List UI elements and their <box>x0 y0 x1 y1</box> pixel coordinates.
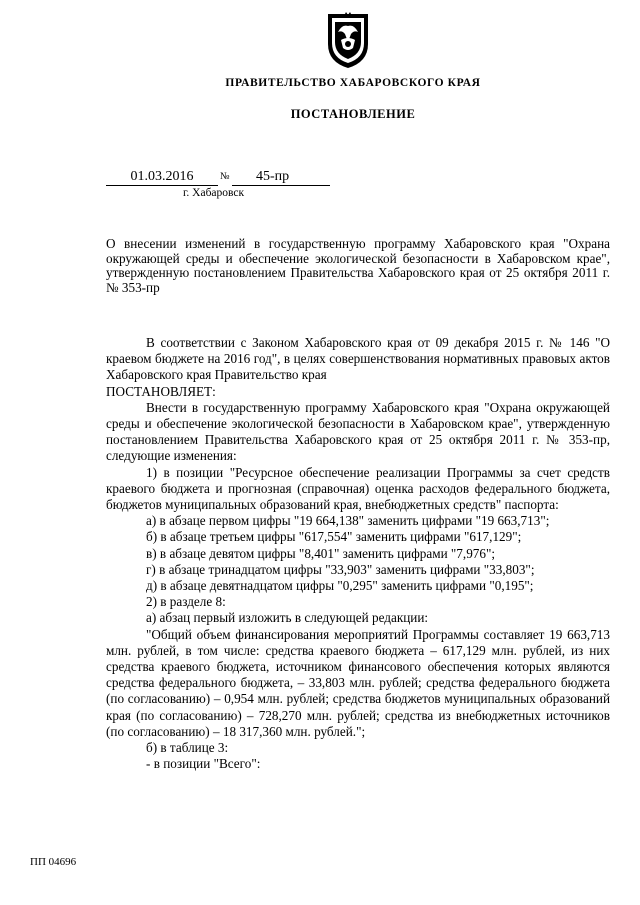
list-item: д) в абзаце девятнадцатом цифры "0,295" заменить цифрами "0,195"; <box>146 578 534 594</box>
list-item: г) в абзаце тринадцатом цифры "33,903" заменить цифрами "33,803"; <box>146 561 535 577</box>
list-item: 2) в разделе 8: <box>146 594 226 610</box>
coat-of-arms-emblem <box>324 10 372 70</box>
body-paragraph: Внести в государственную программу Хабаровского края "Охрана окружающей среды и обеспечение экологической безопасности в Хабаровском крае", утвержденную постановлением Правительства Хабаровского края от 25 октября 2011 г. № 353-пр, следующие изменения: <box>106 399 610 464</box>
list-item: - в позиции "Всего": <box>146 756 261 772</box>
body-paragraph: 1) в позиции "Ресурсное обеспечение реализации Программы за счет средств краевого бюджета и прогнозная (справочная) оценка расходов федерального бюджета, бюджетов муниципальных образований края, внебюджетных средств" паспорта: <box>106 464 610 513</box>
footer-code: ПП 04696 <box>30 856 77 868</box>
document-date: 01.03.2016 <box>106 169 218 186</box>
document-body <box>106 335 610 772</box>
list-item: в) в абзаце девятом цифры "8,401" заменить цифрами "7,976"; <box>146 545 496 561</box>
list-item: а) абзац первый изложить в следующей редакции: <box>146 610 429 626</box>
list-item: б) в таблице 3: <box>146 740 229 756</box>
city-name: г. Хабаровск <box>183 187 245 199</box>
number-sign: № <box>220 171 230 182</box>
preamble-paragraph: В соответствии с Законом Хабаровского края от 09 декабря 2015 г. № 146 "О краевом бюджете на 2016 год", в целях совершенствования нормативных правовых актов Хабаровского края Правительство края <box>106 335 610 383</box>
list-item: б) в абзаце третьем цифры "617,554" заменить цифрами "617,129"; <box>146 529 522 545</box>
body-paragraph: "Общий объем финансирования мероприятий Программы составляет 19 663,713 млн. рублей, в том числе: средства краевого бюджета – 617,129 млн. рублей, из них средства краевого бюджета, источником финансового обеспечения которых являются средства федерального бюджета, – 33,803 млн. рублей; средства федерального бюджета (по согласованию) – 0,954 млн. рублей; средства бюджетов муниципальных образований края (по согласованию) – 728,270 млн. рублей; средства из внебюджетных источников (по согласованию) – 18 317,360 млн. рублей."; <box>106 626 610 739</box>
government-title: ПРАВИТЕЛЬСТВО ХАБАРОВСКОГО КРАЯ <box>225 77 481 89</box>
document-type-title: ПОСТАНОВЛЕНИЕ <box>290 107 416 121</box>
document-subject: О внесении изменений в государственную программу Хабаровского края "Охрана окружающей среды и обеспечение экологической безопасности в Хабаровском крае", утвержденную постановлением Правительства Хабаровского края от 25 октября 2011 г. № 353-пр <box>106 236 610 295</box>
decree-keyword: ПОСТАНОВЛЯЕТ: <box>106 383 216 399</box>
document-number: 45-пр <box>232 169 330 186</box>
list-item: а) в абзаце первом цифры "19 664,138" заменить цифрами "19 663,713"; <box>146 513 550 529</box>
